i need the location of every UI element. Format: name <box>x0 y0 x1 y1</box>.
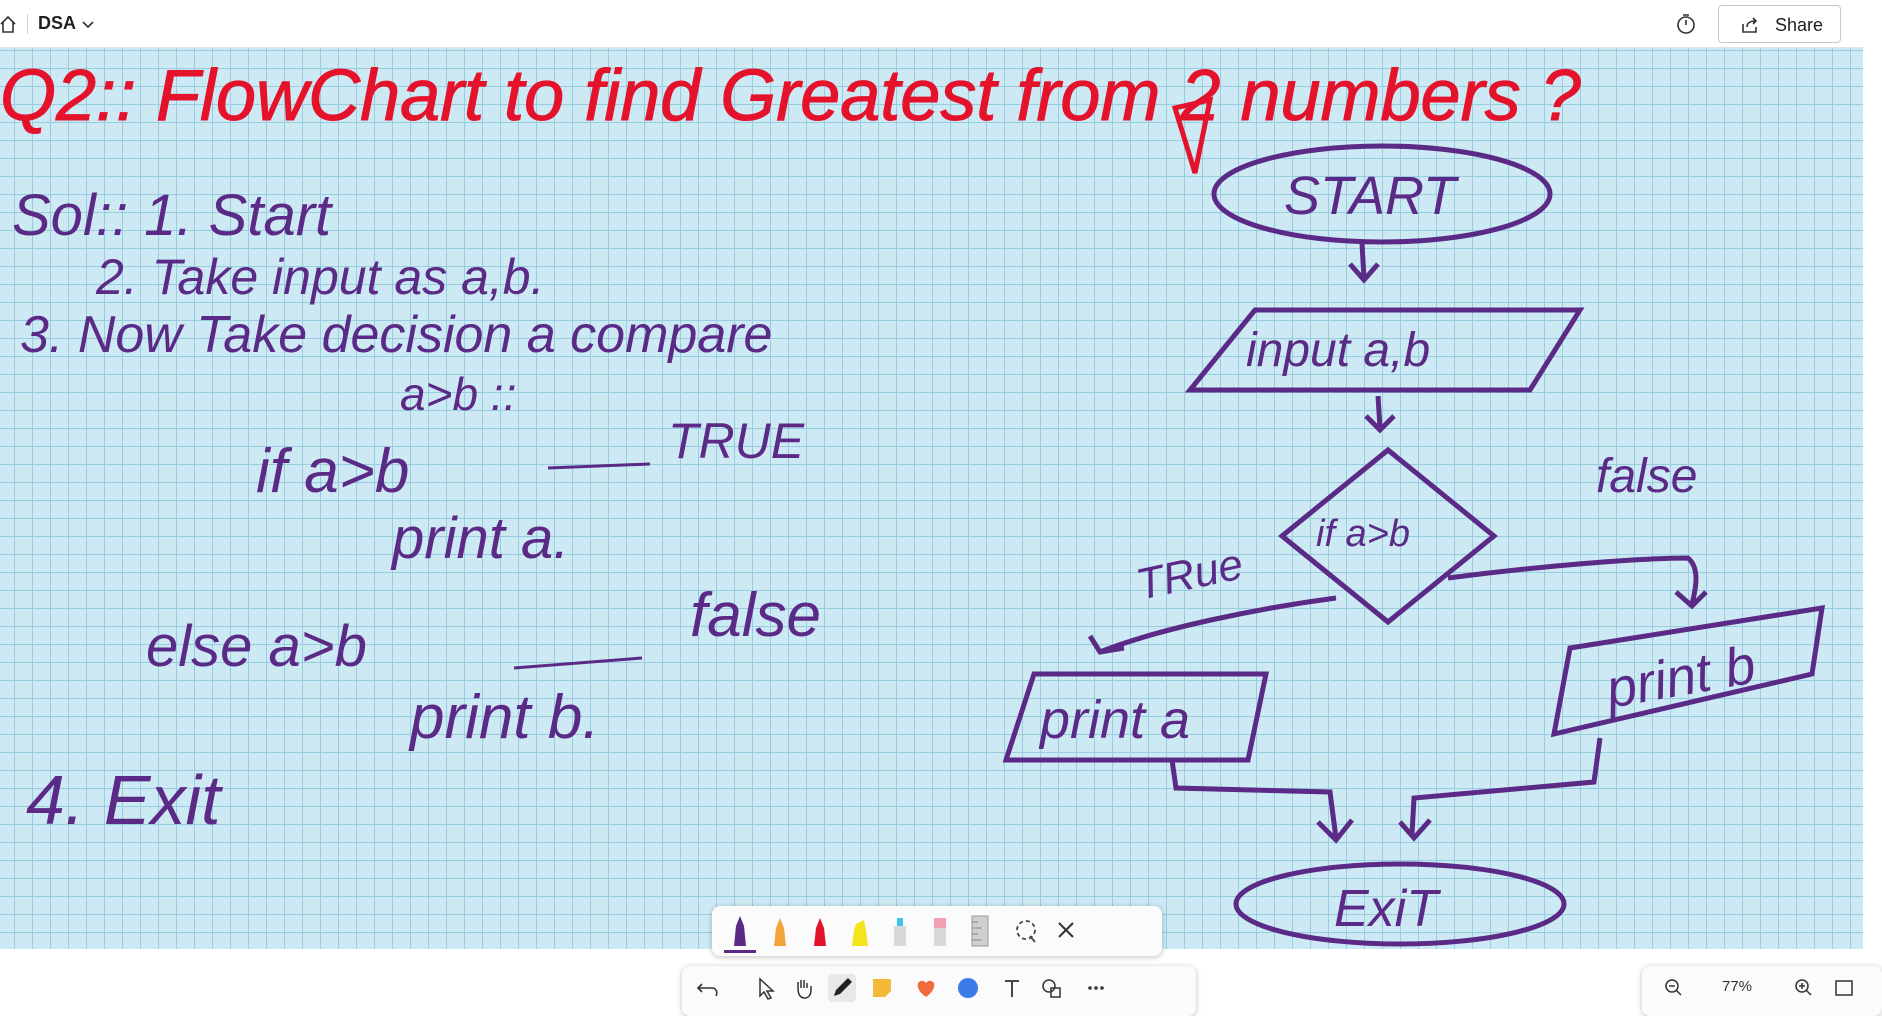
if-text: if a>b <box>256 437 410 506</box>
share-button[interactable] <box>1718 5 1841 43</box>
canvas[interactable] <box>0 48 1863 995</box>
divider <box>27 14 28 34</box>
else-text: else a>b <box>146 614 367 679</box>
fc-true-label: TRue <box>1131 539 1248 610</box>
pen-tray <box>712 906 1162 956</box>
pan-hand-icon[interactable] <box>790 974 818 1002</box>
text-icon[interactable] <box>998 974 1026 1002</box>
question-text: Q2:: FlowChart to find Greatest from 2 numbers ? <box>0 56 1581 136</box>
home-icon[interactable] <box>0 14 16 34</box>
step4-text: 4. Exit <box>26 761 221 839</box>
close-icon[interactable] <box>1050 912 1082 950</box>
fc-print-b-label: print b <box>1601 634 1760 720</box>
highlighter-icon[interactable] <box>844 912 876 950</box>
chevron-down-icon[interactable] <box>80 16 96 32</box>
bottom-toolbar <box>682 966 1196 1016</box>
print-a-text: print a. <box>392 506 570 571</box>
zoom-in-icon[interactable] <box>1792 976 1816 1000</box>
fc-decision-label: if a>b <box>1316 513 1411 555</box>
select-icon[interactable] <box>752 974 780 1002</box>
fc-start-label: START <box>1284 166 1457 226</box>
top-bar <box>0 0 1863 48</box>
fc-exit-label: ExiT <box>1334 880 1438 938</box>
ink-layer <box>0 48 1863 949</box>
yellow-pen-icon[interactable] <box>764 912 796 950</box>
sticky-note-icon[interactable] <box>868 974 896 1002</box>
more-icon[interactable] <box>1082 974 1110 1002</box>
timer-icon[interactable] <box>1674 12 1698 36</box>
purple-pen-icon[interactable] <box>724 912 756 953</box>
red-pen-icon[interactable] <box>804 912 836 950</box>
undo-icon[interactable] <box>694 974 722 1002</box>
sticker-heart-icon[interactable] <box>912 974 940 1002</box>
notebook-title[interactable]: DSA <box>38 13 77 33</box>
false-text: false <box>690 581 821 650</box>
step3b-text: a>b :: <box>400 368 517 420</box>
fc-input-label: input a,b <box>1246 324 1431 377</box>
print-b-text: print b. <box>410 683 600 752</box>
step3-text: 3. Now Take decision a compare <box>20 306 773 364</box>
insert-shape-icon[interactable] <box>1038 974 1066 1002</box>
draw-pen-icon[interactable] <box>828 974 856 1002</box>
lasso-icon[interactable] <box>1010 912 1042 950</box>
true-text: TRUE <box>668 413 805 469</box>
ruler-icon[interactable] <box>964 912 996 950</box>
shape-circle-icon[interactable] <box>954 974 982 1002</box>
fc-false-label: false <box>1596 450 1698 503</box>
share-label: Share <box>1775 15 1824 35</box>
zoom-out-icon[interactable] <box>1662 976 1686 1000</box>
share-icon <box>1740 15 1760 35</box>
zoom-bar <box>1642 966 1882 1016</box>
step2-text: 2. Take input as a,b. <box>96 249 545 305</box>
eraser-icon[interactable] <box>884 912 916 950</box>
fit-screen-icon[interactable] <box>1832 976 1856 1000</box>
step1-text: Sol:: 1. Start <box>12 183 332 248</box>
pink-eraser-icon[interactable] <box>924 912 956 950</box>
fc-print-a-label: print a <box>1040 690 1191 750</box>
zoom-level[interactable]: 77% <box>1722 978 1753 995</box>
